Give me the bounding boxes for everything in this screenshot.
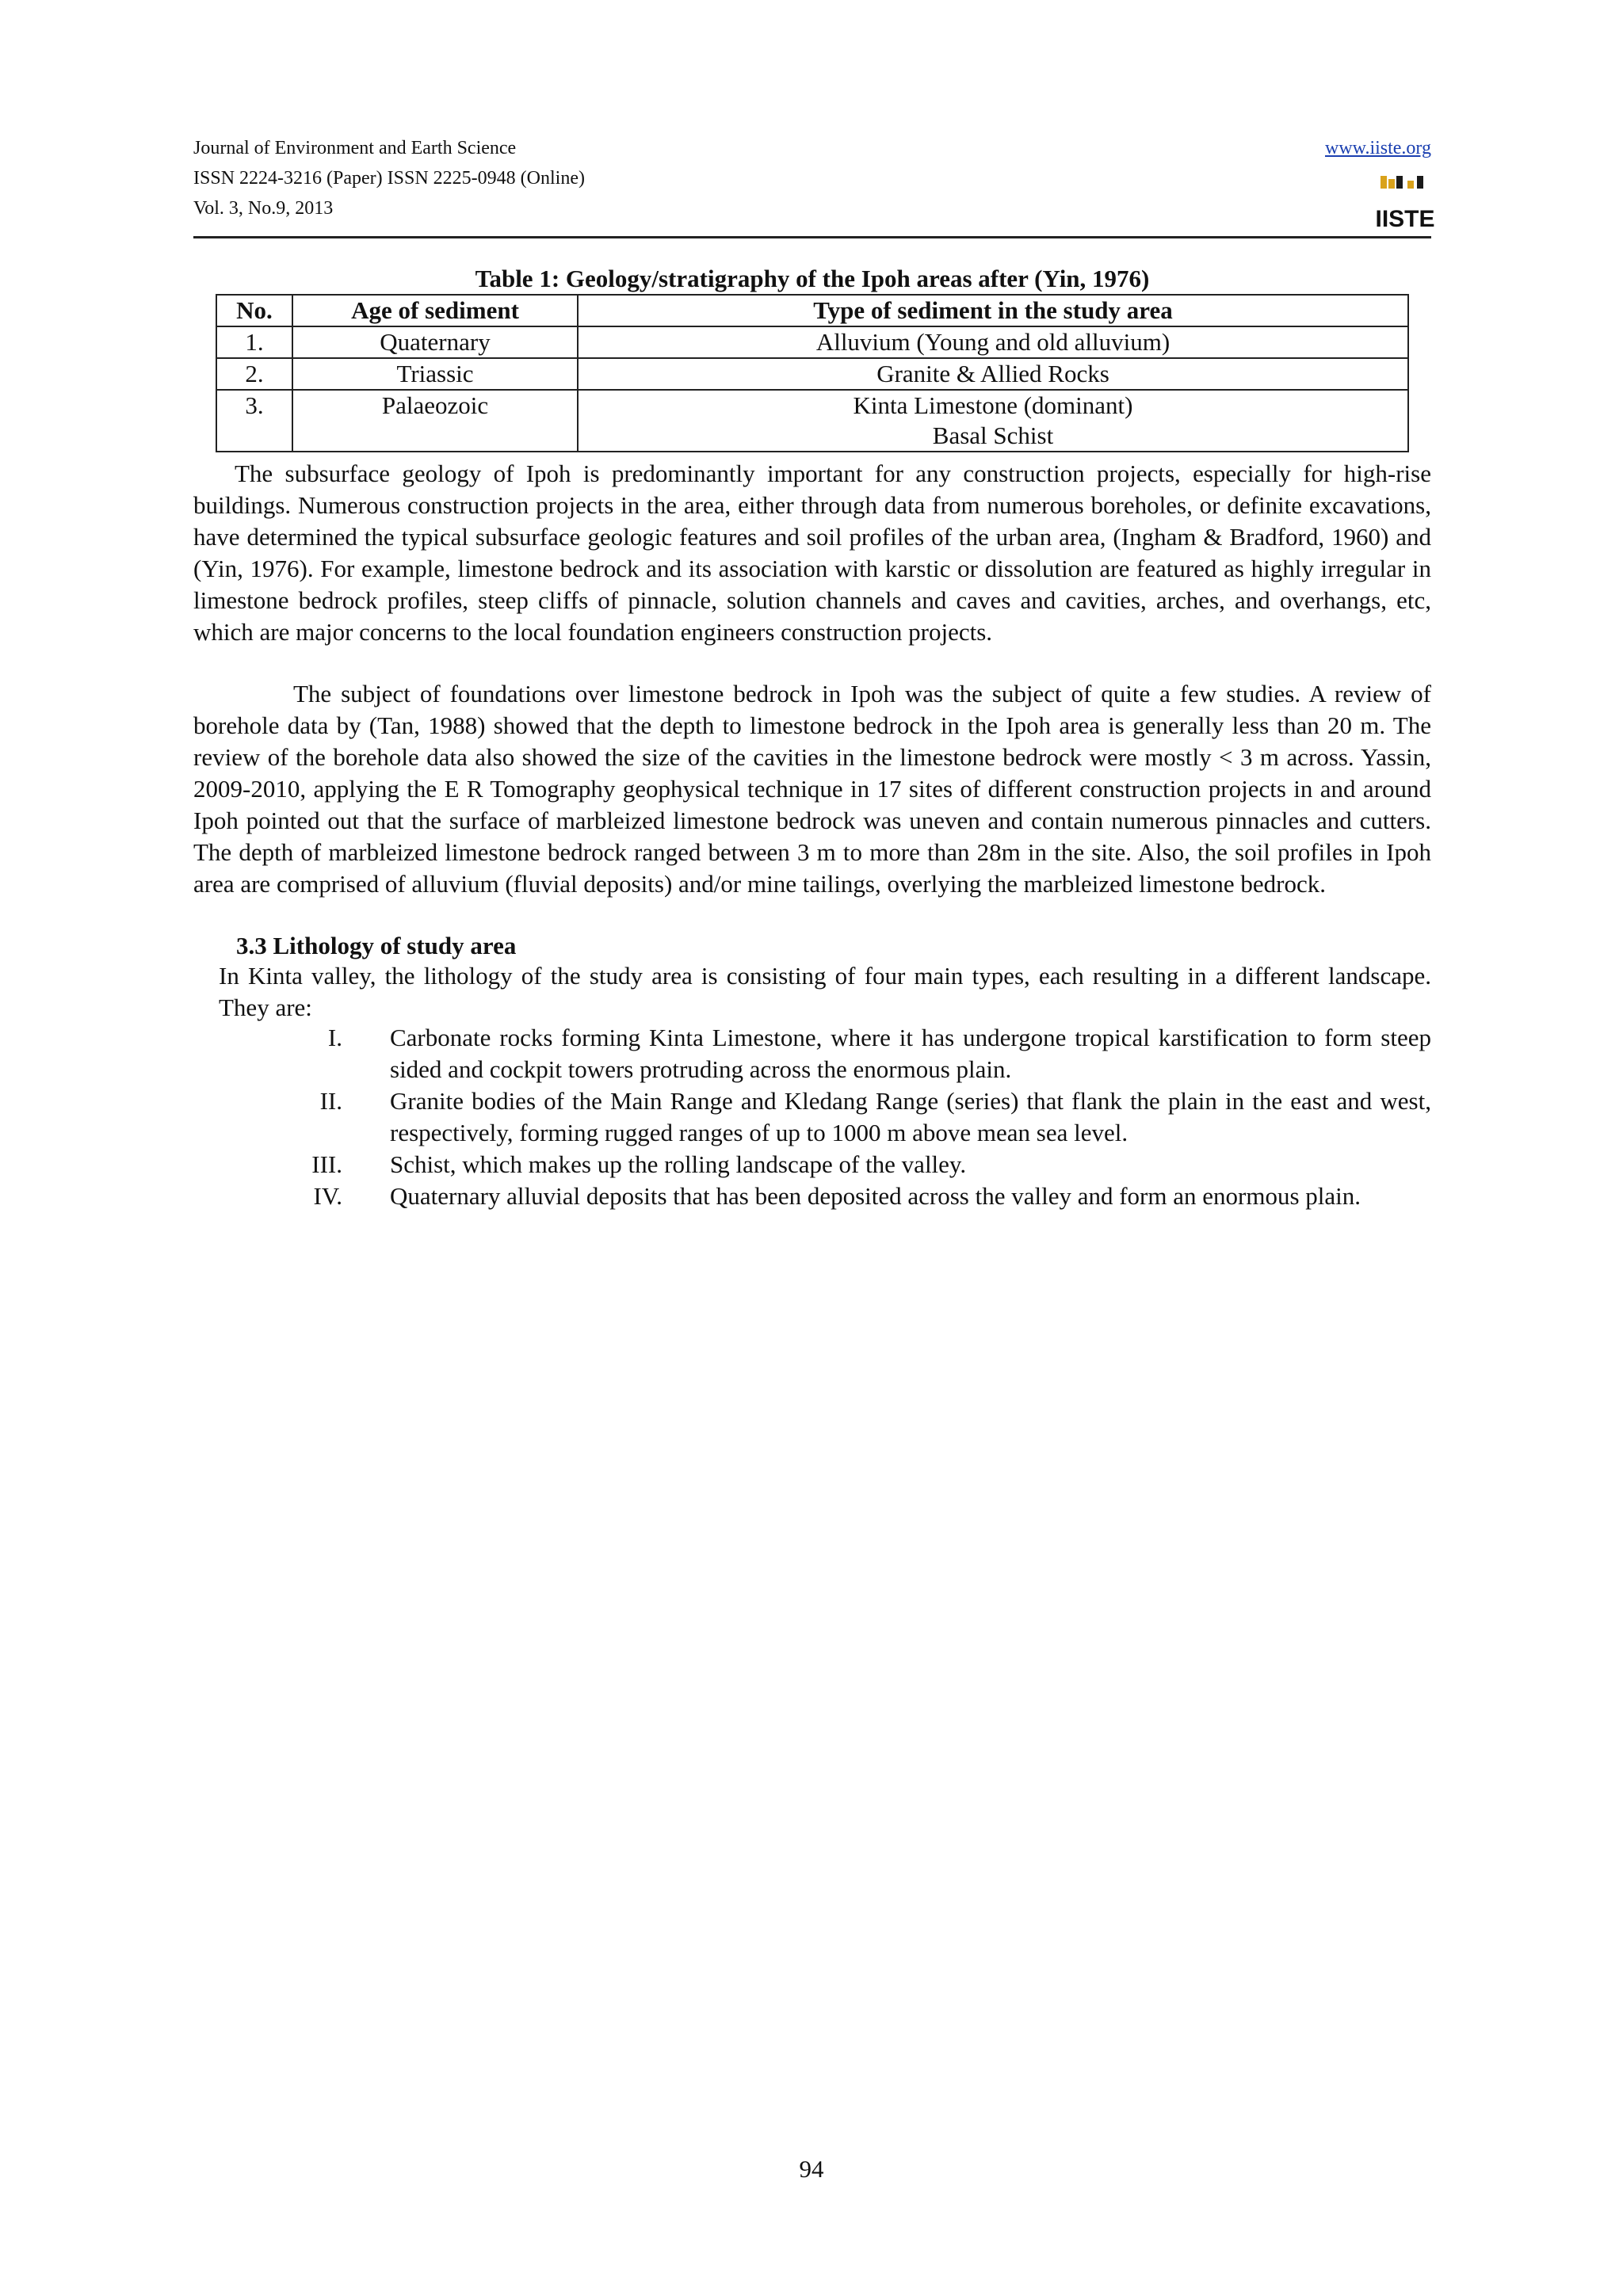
header-no: No. <box>216 295 292 326</box>
volume-line: Vol. 3, No.9, 2013 <box>193 198 334 219</box>
paragraph-foundations: The subject of foundations over limestone bedrock in Ipoh was the subject of quite a few studies. A review of borehole data by (Tan, 1988) showed that the depth to limestone bedrock in the Ipoh area is generally less than 20 m. The review of the borehole data also showed the size of the cavities in the limestone bedrock were mostly < 3 m across. Yassin, 2009-2010, applying the E R Tomography geophysical technique in 17 sites of different construction projects in and around Ipoh pointed out that the surface of marbleized limestone bedrock was uneven and contain numerous pinnacles and cutters. The depth of marbleized limestone bedrock ranged between 3 m to more than 28m in the site. Also, the soil profiles in Ipoh area are comprised of alluvium (fluvial deposits) and/or mine tailings, overlying the marbleized limestone bedrock. <box>193 680 1431 898</box>
table-cell: 3. <box>216 390 292 452</box>
table-cell: Palaeozoic <box>292 390 578 452</box>
geology-table <box>216 294 1409 452</box>
header-age: Age of sediment <box>292 295 578 326</box>
table-cell: Alluvium (Young and old alluvium) <box>578 326 1408 358</box>
svg-text:IISTE: IISTE <box>1375 206 1435 232</box>
list-item-number: IV. <box>313 1182 342 1210</box>
header-rule <box>193 236 1431 238</box>
list-item-text: Granite bodies of the Main Range and Kledang Range (series) that flank the plain in the east and west, respectively, forming rugged ranges of up to 1000 m above mean sea level. <box>390 1087 1431 1146</box>
list-item <box>293 1180 1431 1212</box>
page-header <box>193 133 1435 232</box>
table-cell: Triassic <box>292 358 578 390</box>
table-row <box>216 390 1408 421</box>
paragraph-subsurface-geology: The subsurface geology of Ipoh is predominantly important for any construction projects, especially for high-rise buildings. Numerous construction projects in the area, either through data from numerous boreholes, or definite excavations, have determined the typical subsurface geologic features and soil profiles of the urban area, (Ingham & Bradford, 1960) and (Yin, 1976). For example, limestone bedrock and its association with karstic or dissolution are featured as highly irregular in limestone bedrock profiles, steep cliffs of pinnacle, solution channels and caves and cavities, arches, and overhangs, etc, which are major concerns to the local foundation engineers construction projects. <box>193 460 1431 646</box>
table-row <box>216 326 1408 358</box>
table-cell: Basal Schist <box>578 421 1408 452</box>
list-item <box>293 1085 1431 1149</box>
journal-name: Journal of Environment and Earth Science <box>193 138 517 158</box>
section-heading: 3.3 Lithology of study area <box>236 932 517 959</box>
list-item-text: Schist, which makes up the rolling landscape of the valley. <box>390 1150 967 1178</box>
table-cell: 2. <box>216 358 292 390</box>
list-item-number: I. <box>327 1024 342 1051</box>
paragraph-lithology: In Kinta valley, the lithology of the study area is consisting of four main types, each resulting in a different landscape. They are: <box>219 962 1431 1021</box>
list-item-text: Quaternary alluvial deposits that has been deposited across the valley and form an enormous plain. <box>390 1182 1361 1210</box>
list-item <box>293 1022 1431 1085</box>
journal-url-link[interactable]: www.iiste.org <box>1325 138 1431 158</box>
header-type: Type of sediment in the study area <box>578 295 1408 326</box>
table-cell: Quaternary <box>292 326 578 358</box>
list-item <box>293 1149 1431 1180</box>
list-item-number: III. <box>311 1150 342 1178</box>
table-cell: Kinta Limestone (dominant) <box>578 390 1408 421</box>
table-cell: Granite & Allied Rocks <box>578 358 1408 390</box>
list-item-text: Carbonate rocks forming Kinta Limestone, where it has undergone tropical karstification to form steep sided and cockpit towers protruding across the enormous plain. <box>390 1024 1431 1083</box>
iiste-logo-icon <box>1375 174 1435 232</box>
page-number: 94 <box>799 2155 824 2183</box>
issn-line: ISSN 2224-3216 (Paper) ISSN 2225-0948 (Online) <box>193 168 585 189</box>
lithology-list <box>293 1022 1431 1212</box>
table-caption: Table 1: Geology/stratigraphy of the Ipoh areas after (Yin, 1976) <box>475 265 1150 292</box>
table-cell: 1. <box>216 326 292 358</box>
list-item-number: II. <box>319 1087 342 1115</box>
table-header-row <box>216 295 1408 326</box>
table-row <box>216 358 1408 390</box>
